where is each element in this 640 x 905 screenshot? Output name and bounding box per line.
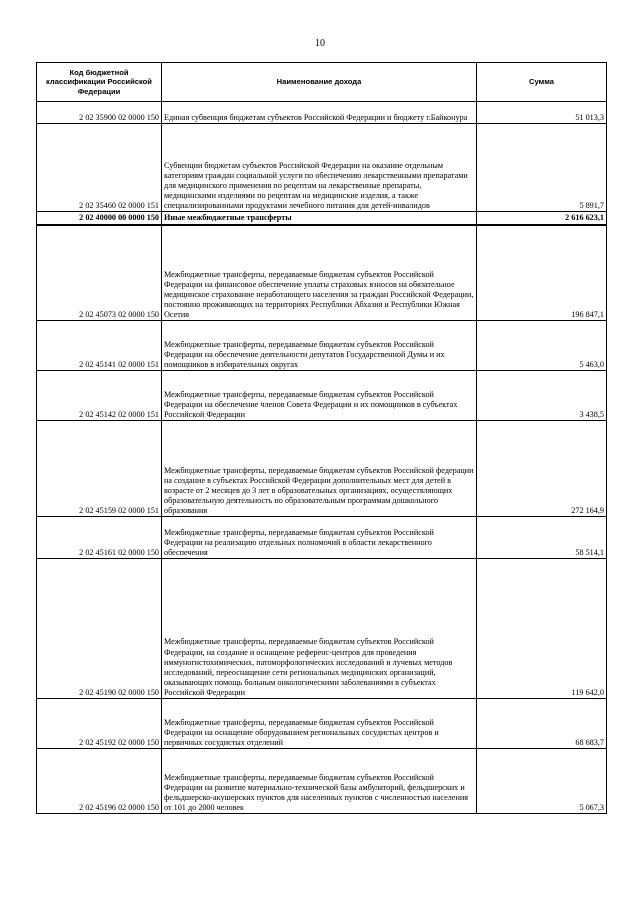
table-row xyxy=(37,517,607,559)
cell-sum: 51 013,3 xyxy=(477,102,607,124)
cell-code: 2 02 45192 02 0000 150 xyxy=(37,699,162,749)
cell-name: Межбюджетные трансферты, передаваемые бюджетам субъектов Российской Федерации на оснащение оборудованием региональных сосудистых центров и первичных сосудистых отделений xyxy=(162,699,477,749)
cell-sum: 58 514,1 xyxy=(477,517,607,559)
cell-sum: 5 463,0 xyxy=(477,321,607,371)
cell-sum: 272 164,9 xyxy=(477,421,607,517)
cell-name: Межбюджетные трансферты, передаваемые бюджетам субъектов Российской Федерации, на создание и оснащение референс-центров для проведения иммуногистохимических, патоморфологических исследований и лучевых методов исследований, переоснащение сети региональных медицинских организаций, оказывающих помощь больным онкологическими заболеваниями в субъектах Российской Федерации xyxy=(162,559,477,699)
cell-name: Субвенции бюджетам субъектов Российской Федерации на оказание отдельным категориям граждан социальной услуги по обеспечению лекарственными препаратами для медицинского применения по рецептам на лекарственные препараты, медицинскими изделиями по рецептам на медицинские изделия, а также специализированными продуктами лечебного питания для детей-инвалидов xyxy=(162,124,477,212)
cell-sum: 119 642,0 xyxy=(477,559,607,699)
cell-sum: 196 847,1 xyxy=(477,225,607,321)
header-code: Код бюджетной классификации Российской Федерации xyxy=(37,63,162,102)
cell-code: 2 02 45073 02 0000 150 xyxy=(37,225,162,321)
table-body xyxy=(37,102,607,814)
table-header-row xyxy=(37,63,607,102)
cell-sum: 68 683,7 xyxy=(477,699,607,749)
cell-code: 2 02 40000 00 0000 150 xyxy=(37,212,162,225)
table-row xyxy=(37,699,607,749)
cell-name: Иные межбюджетные трансферты xyxy=(162,212,477,225)
cell-code: 2 02 35460 02 0000 151 xyxy=(37,124,162,212)
cell-code: 2 02 35900 02 0000 150 xyxy=(37,102,162,124)
budget-table xyxy=(36,62,607,814)
cell-sum: 3 438,5 xyxy=(477,371,607,421)
cell-sum: 5 067,3 xyxy=(477,749,607,814)
cell-name: Межбюджетные трансферты, передаваемые бюджетам субъектов Российской Федерации на реализацию отдельных полномочий в области лекарственного обеспечения xyxy=(162,517,477,559)
header-name: Наименование дохода xyxy=(162,63,477,102)
header-sum: Сумма xyxy=(477,63,607,102)
table-row xyxy=(37,321,607,371)
table-row xyxy=(37,749,607,814)
table-row xyxy=(37,225,607,321)
cell-code: 2 02 45159 02 0000 151 xyxy=(37,421,162,517)
cell-name: Межбюджетные трансферты, передаваемые бюджетам субъектов Российской Федерации на обеспечение деятельности депутатов Государственной Думы и их помощников в избирательных округах xyxy=(162,321,477,371)
cell-name: Единая субвенция бюджетам субъектов Российской Федерации и бюджету г.Байконура xyxy=(162,102,477,124)
table-row xyxy=(37,371,607,421)
cell-code: 2 02 45190 02 0000 150 xyxy=(37,559,162,699)
cell-code: 2 02 45141 02 0000 151 xyxy=(37,321,162,371)
table-row xyxy=(37,102,607,124)
cell-code: 2 02 45142 02 0000 151 xyxy=(37,371,162,421)
table-row xyxy=(37,559,607,699)
cell-code: 2 02 45196 02 0000 150 xyxy=(37,749,162,814)
table-row xyxy=(37,212,607,225)
cell-sum: 2 616 623,1 xyxy=(477,212,607,225)
cell-code: 2 02 45161 02 0000 150 xyxy=(37,517,162,559)
table-row xyxy=(37,421,607,517)
table-row xyxy=(37,124,607,212)
cell-name: Межбюджетные трансферты, передаваемые бюджетам субъектов Российской Федерации на обеспечение членов Совета Федерации и их помощников в субъектах Российской Федерации xyxy=(162,371,477,421)
cell-name: Межбюджетные трансферты, передаваемые бюджетам субъектов Российской Федерации на развитие материально-технической базы амбулаторий, фельдшерских и фельдшерско-акушерских пунктов для населенных пунктов с численностью населения от 101 до 2000 человек xyxy=(162,749,477,814)
page-number: 10 xyxy=(315,38,325,49)
cell-name: Межбюджетные трансферты, передаваемые бюджетам субъектов Российской федерации на создание в субъектах Российской Федерации дополнительных мест для детей в возрасте от 2 месяцев до 3 лет в образовательных организациях, осуществляющих образовательную деятельность по образовательным программам дошкольного образования xyxy=(162,421,477,517)
cell-name: Межбюджетные трансферты, передаваемые бюджетам субъектов Российской Федерации на финансовое обеспечение уплаты страховых взносов на обязательное медицинское страхование неработающего населения за граждан Российской Федерации, постоянно проживающих на территориях Республики Абхазия и Республики Южная Осетия xyxy=(162,225,477,321)
cell-sum: 5 891,7 xyxy=(477,124,607,212)
